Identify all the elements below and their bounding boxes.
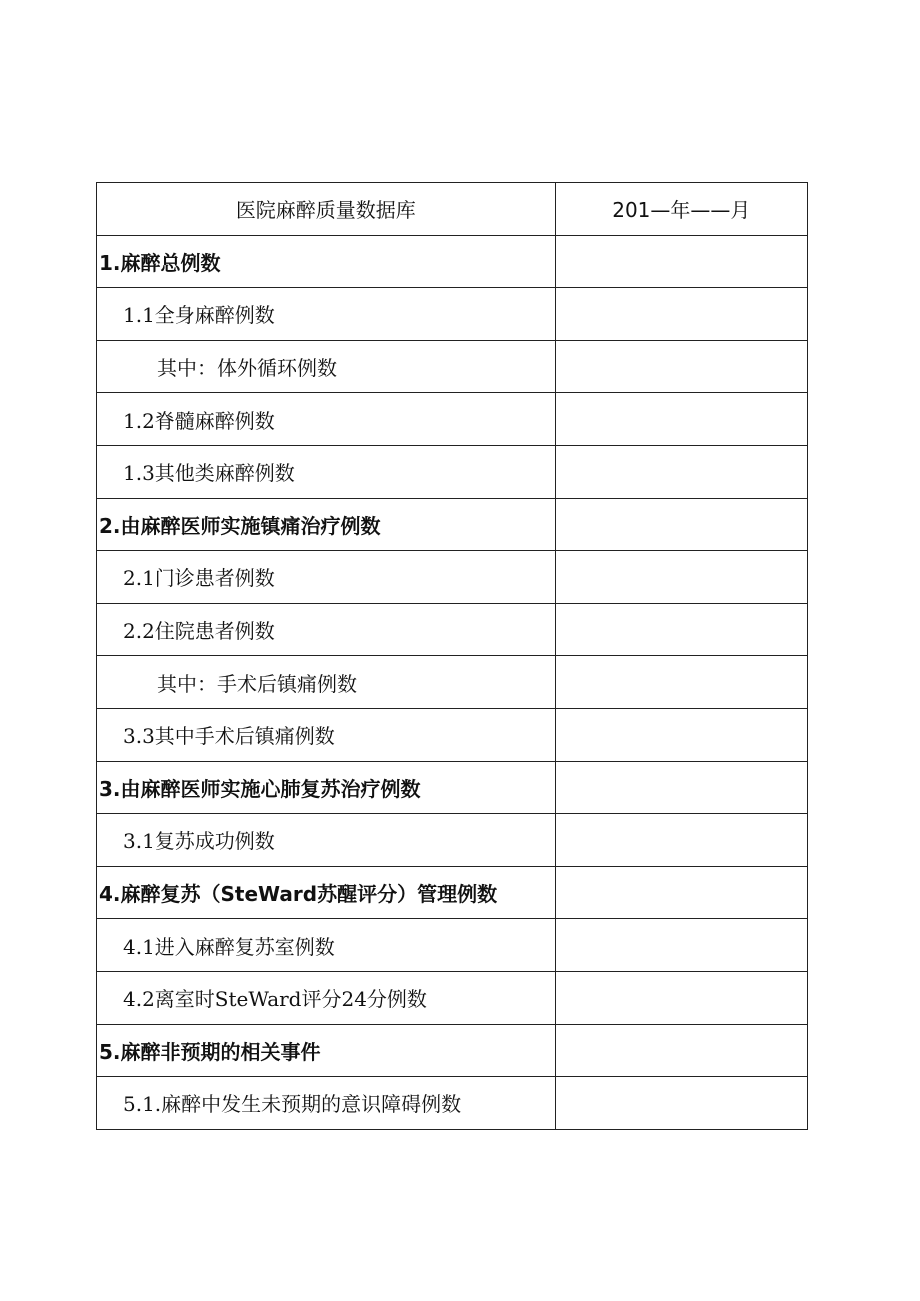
table-row: [97, 445, 808, 498]
row-value-cell[interactable]: [555, 340, 807, 393]
row-label: 2.1门诊患者例数: [97, 551, 556, 604]
table-row: [97, 498, 808, 551]
row-label: 3.3其中手术后镇痛例数: [97, 708, 556, 761]
row-label: 4.2离室时SteWard评分24分例数: [97, 971, 556, 1024]
row-value-cell[interactable]: [555, 866, 807, 919]
table-row: [97, 393, 808, 446]
row-label: 2.2住院患者例数: [97, 603, 556, 656]
row-value-cell[interactable]: [555, 919, 807, 972]
row-value-cell[interactable]: [555, 656, 807, 709]
table-row: [97, 656, 808, 709]
table-row: [97, 708, 808, 761]
table-header-row: [97, 183, 808, 236]
table-row: [97, 1024, 808, 1077]
row-label: 其中：体外循环例数: [97, 340, 556, 393]
anesthesia-quality-table: [96, 182, 808, 1130]
row-label: 3.1复苏成功例数: [97, 814, 556, 867]
table-row: [97, 340, 808, 393]
row-label: 1.1全身麻醉例数: [97, 288, 556, 341]
row-value-cell[interactable]: [555, 498, 807, 551]
row-label: 1.麻醉总例数: [97, 235, 556, 288]
row-label: 5.麻醉非预期的相关事件: [97, 1024, 556, 1077]
row-label: 5.1.麻醉中发生未预期的意识障碍例数: [97, 1077, 556, 1130]
table-row: [97, 235, 808, 288]
row-label: 1.2脊髓麻醉例数: [97, 393, 556, 446]
table-row: [97, 603, 808, 656]
row-value-cell[interactable]: [555, 708, 807, 761]
row-value-cell[interactable]: [555, 1024, 807, 1077]
table-row: [97, 288, 808, 341]
period-header: 201—年——月: [555, 183, 807, 236]
row-value-cell[interactable]: [555, 603, 807, 656]
row-label: 4.麻醉复苏（SteWard苏醒评分）管理例数: [97, 866, 556, 919]
row-value-cell[interactable]: [555, 288, 807, 341]
row-value-cell[interactable]: [555, 551, 807, 604]
table-row: [97, 919, 808, 972]
row-value-cell[interactable]: [555, 1077, 807, 1130]
row-label: 4.1进入麻醉复苏室例数: [97, 919, 556, 972]
row-value-cell[interactable]: [555, 445, 807, 498]
row-label: 其中：手术后镇痛例数: [97, 656, 556, 709]
row-value-cell[interactable]: [555, 761, 807, 814]
table-row: [97, 1077, 808, 1130]
row-value-cell[interactable]: [555, 393, 807, 446]
table-row: [97, 814, 808, 867]
table-row: [97, 761, 808, 814]
table-body: [97, 183, 808, 1130]
table-row: [97, 866, 808, 919]
row-value-cell[interactable]: [555, 235, 807, 288]
row-value-cell[interactable]: [555, 971, 807, 1024]
row-label: 3.由麻醉医师实施心肺复苏治疗例数: [97, 761, 556, 814]
table-row: [97, 551, 808, 604]
row-label: 2.由麻醉医师实施镇痛治疗例数: [97, 498, 556, 551]
row-value-cell[interactable]: [555, 814, 807, 867]
table-title: 医院麻醉质量数据库: [97, 183, 556, 236]
table-row: [97, 971, 808, 1024]
row-label: 1.3其他类麻醉例数: [97, 445, 556, 498]
